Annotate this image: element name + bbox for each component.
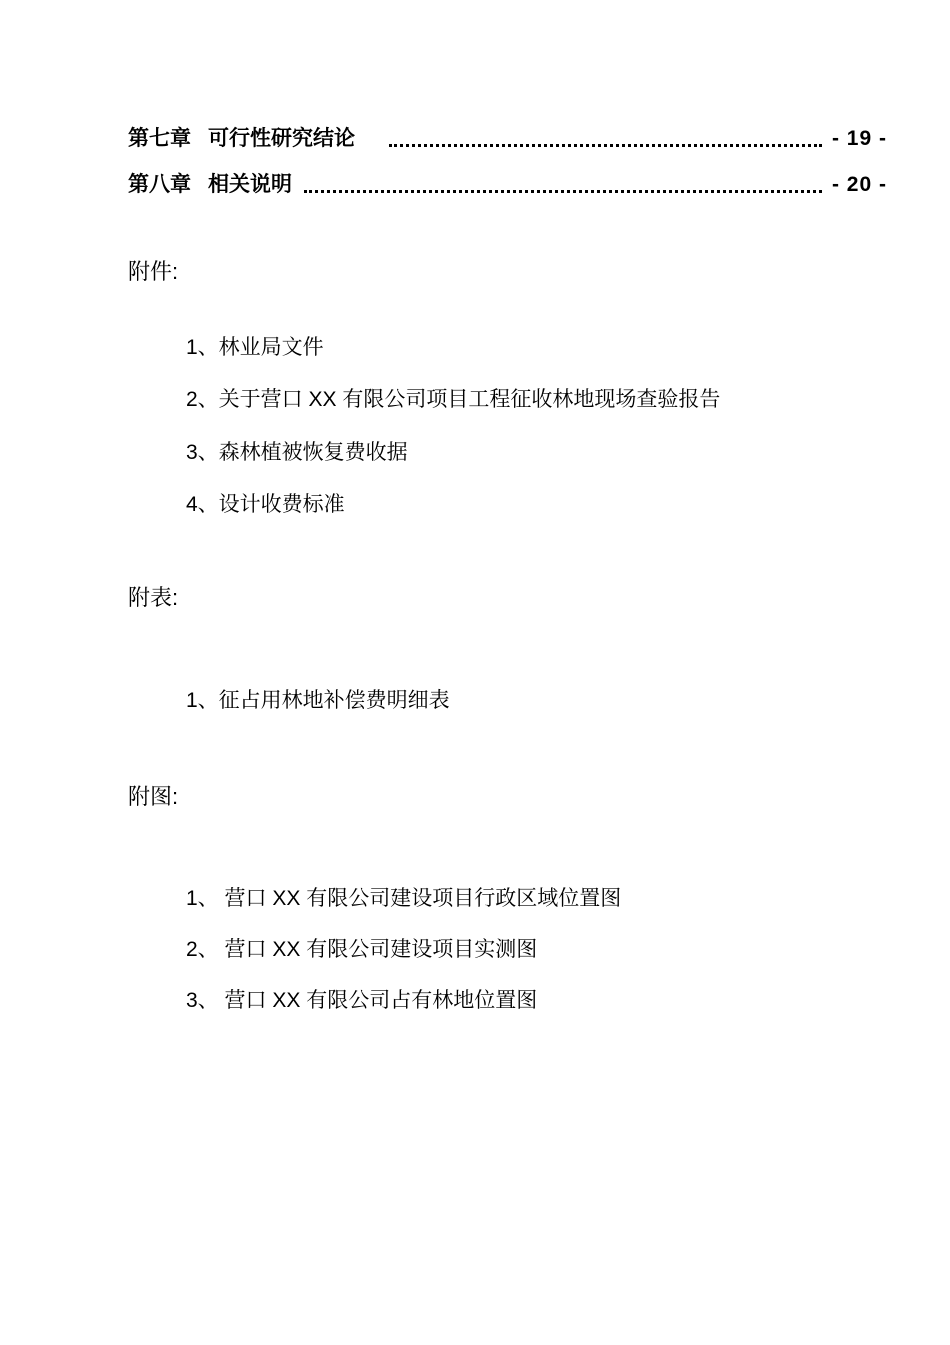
toc-chapter-label: 第七章 [128,127,191,150]
figure-list-item: 1、 营口 XX 有限公司建设项目行政区域位置图 [186,887,622,910]
toc-page-number: - 19 - [831,127,887,150]
section-heading-tables: 附表: [128,585,179,610]
section-heading-figures: 附图: [128,784,179,809]
table-list-item: 1、征占用林地补偿费明细表 [186,689,450,712]
attachment-list-item: 4、设计收费标准 [186,493,345,516]
toc-page-number: - 20 - [831,173,887,196]
toc-entry [128,124,887,154]
toc-title-label: 相关说明 [208,173,292,196]
section-heading-attachments: 附件: [128,259,179,284]
attachment-list-item: 1、林业局文件 [186,336,324,359]
toc-leader-dots [389,144,822,147]
toc-title-label: 可行性研究结论 [208,127,355,150]
figure-list-item: 3、 营口 XX 有限公司占有林地位置图 [186,989,538,1012]
toc-chapter-label: 第八章 [128,173,191,196]
attachment-list-item: 3、森林植被恢复费收据 [186,441,408,464]
attachment-list-item: 2、关于营口 XX 有限公司项目工程征收林地现场查验报告 [186,388,721,411]
toc-entry [128,170,887,200]
figure-list-item: 2、 营口 XX 有限公司建设项目实测图 [186,938,538,961]
toc-leader-dots [304,190,822,193]
